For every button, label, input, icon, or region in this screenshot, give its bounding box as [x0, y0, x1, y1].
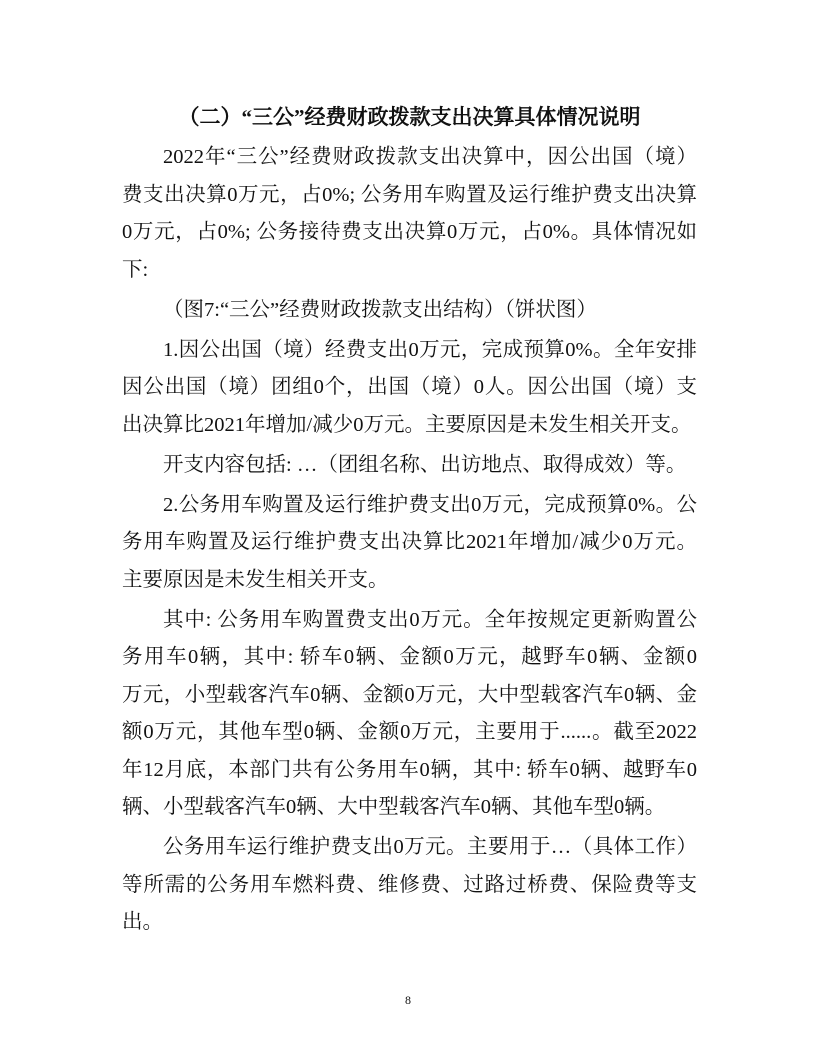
paragraph-summary: [122, 139, 697, 289]
text-line: 0万元，占0%; 公务接待费支出决算0万元，占0%。具体情况如: [122, 221, 697, 243]
text-line: 2022年“三公”经费财政拨款支出决算中，因公出国（境）: [163, 146, 697, 168]
text-line: （图7:“三公”经费财政拨款支出结构）（饼状图）: [163, 298, 597, 321]
text-line: 因公出国（境）团组0个，出国（境）0人。因公出国（境）支: [122, 376, 697, 398]
text-line: 务用车0辆，其中: 轿车0辆、金额0万元，越野车0辆、金额0: [122, 646, 697, 668]
text-line: 等所需的公务用车燃料费、维修费、过路过桥费、保险费等支: [122, 873, 697, 896]
text-line: 出。: [122, 911, 163, 933]
text-line: 公务用车运行维护费支出0万元。主要用于…（具体工作）: [163, 836, 697, 858]
figure-caption: [122, 292, 697, 330]
text-line: 其中: 公务用车购置费支出0万元。全年按规定更新购置公: [163, 608, 697, 631]
text-line: 万元，小型载客汽车0辆、金额0万元，大中型载客汽车0辆、金: [122, 683, 697, 706]
text-line: 出决算比2021年增加/减少0万元。主要原因是未发生相关开支。: [122, 413, 692, 436]
text-line: 辆、小型载客汽车0辆、大中型载客汽车0辆、其他车型0辆。: [122, 796, 666, 818]
text-line: 下:: [122, 258, 149, 281]
text-line: 开支内容包括: …（团组名称、出访地点、取得成效）等。: [163, 453, 687, 476]
paragraph-vehicle-purchase: [122, 602, 697, 827]
paragraph-vehicle-operation: [122, 829, 697, 942]
text-line: 2.公务用车购置及运行维护费支出0万元，完成预算0%。公: [163, 493, 697, 516]
text-line: 主要原因是未发生相关开支。: [122, 568, 389, 591]
page-number: 8: [405, 993, 411, 1007]
document-body: [122, 99, 697, 944]
text-line: 1.因公出国（境）经费支出0万元，完成预算0%。全年安排: [163, 338, 697, 361]
text-line: 额0万元，其他车型0辆、金额0万元，主要用于......。截至2022: [122, 721, 697, 743]
section-heading: （二）“三公”经费财政拨款支出决算具体情况说明: [178, 105, 641, 129]
paragraph-vehicle-expense: [122, 487, 697, 600]
paragraph-expense-content: [122, 447, 697, 485]
text-line: 费支出决算0万元，占0%; 公务用车购置及运行维护费支出决算: [122, 183, 697, 206]
paragraph-overseas-travel: [122, 332, 697, 445]
text-line: 年12月底，本部门共有公务用车0辆，其中: 轿车0辆、越野车0: [122, 758, 697, 781]
text-line: 务用车购置及运行维护费支出决算比2021年增加/减少0万元。: [122, 531, 697, 553]
